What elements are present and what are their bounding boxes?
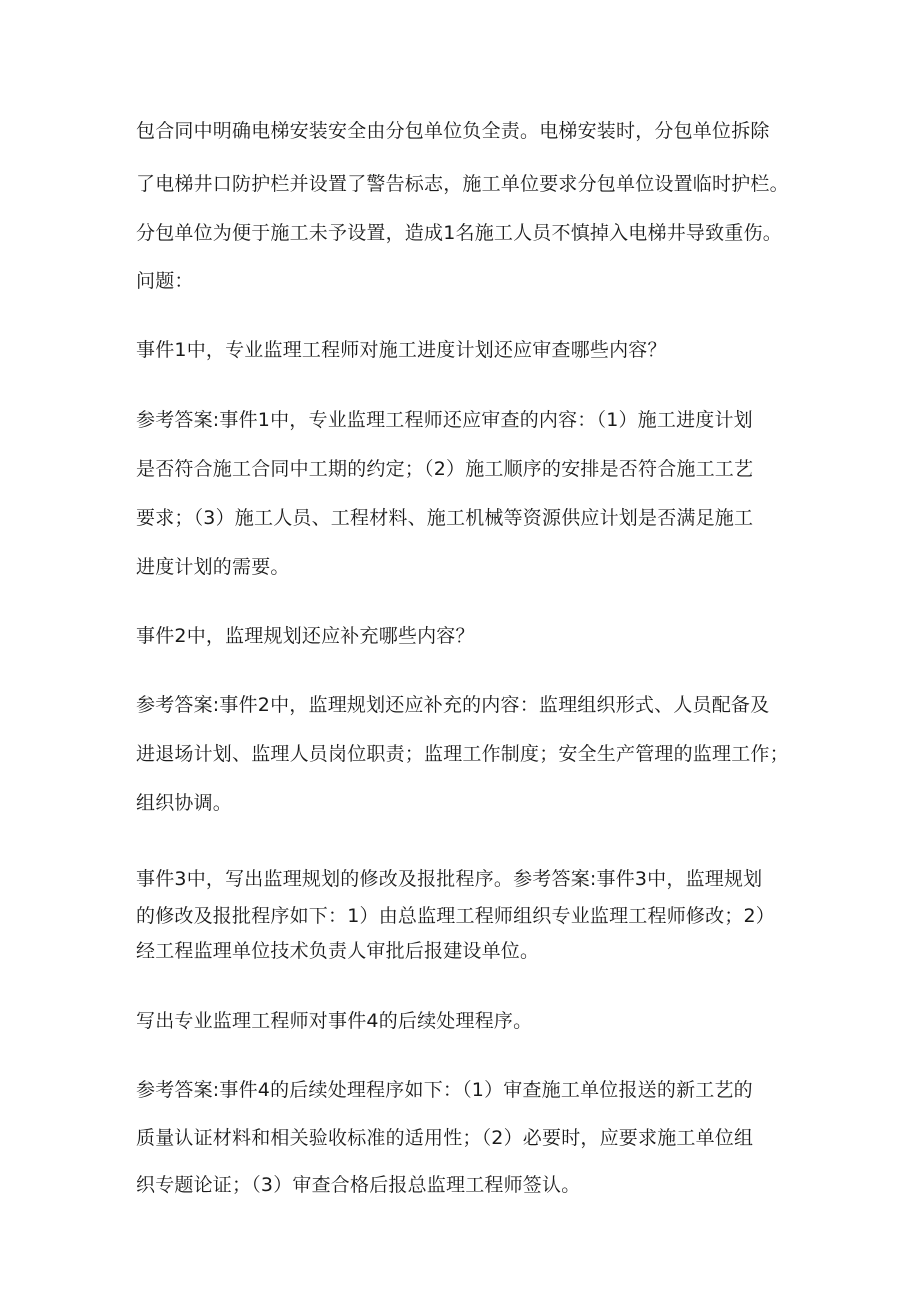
answer-1-line: 参考答案:事件1中，专业监理工程师还应审查的内容：（1）施工进度计划 — [136, 409, 753, 431]
question-2: 事件2中，监理规划还应补充哪些内容？ — [136, 625, 475, 647]
question-3-line: 的修改及报批程序如下：1）由总监理工程师组织专业监理工程师修改；2） — [136, 905, 775, 927]
answer-1-line: 是否符合施工合同中工期的约定；（2）施工顺序的安排是否符合施工工艺 — [136, 458, 754, 480]
section-heading: 问题： — [136, 270, 194, 292]
answer-2-line: 组织协调。 — [136, 792, 233, 814]
question-3-line: 经工程监理单位技术负责人审批后报建设单位。 — [136, 940, 540, 962]
answer-4-line: 织专题论证；（3）审查合格后报总监理工程师签认。 — [136, 1174, 581, 1196]
text-line: 分包单位为便于施工未予设置，造成1名施工人员不慎掉入电梯井导致重伤。 — [136, 222, 782, 244]
question-4: 写出专业监理工程师对事件4的后续处理程序。 — [136, 1010, 533, 1032]
answer-4-line: 质量认证材料和相关验收标准的适用性；（2）必要时，应要求施工单位组 — [136, 1127, 754, 1149]
answer-1-line: 进度计划的需要。 — [136, 556, 290, 578]
text-line: 包合同中明确电梯安装安全由分包单位负全责。电梯安装时，分包单位拆除 — [136, 120, 770, 142]
question-3-line: 事件3中，写出监理规划的修改及报批程序。参考答案:事件3中，监理规划 — [136, 868, 763, 890]
answer-1-line: 要求；（3）施工人员、工程材料、施工机械等资源供应计划是否满足施工 — [136, 507, 754, 529]
answer-2-line: 参考答案:事件2中，监理规划还应补充的内容：监理组织形式、人员配备及 — [136, 694, 770, 716]
text-line: 了电梯井口防护栏并设置了警告标志，施工单位要求分包单位设置临时护栏。 — [136, 173, 789, 195]
answer-2-line: 进退场计划、监理人员岗位职责；监理工作制度；安全生产管理的监理工作； — [136, 743, 789, 765]
answer-4-line: 参考答案:事件4的后续处理程序如下：（1）审查施工单位报送的新工艺的 — [136, 1079, 753, 1101]
question-1: 事件1中，专业监理工程师对施工进度计划还应审查哪些内容？ — [136, 339, 667, 361]
